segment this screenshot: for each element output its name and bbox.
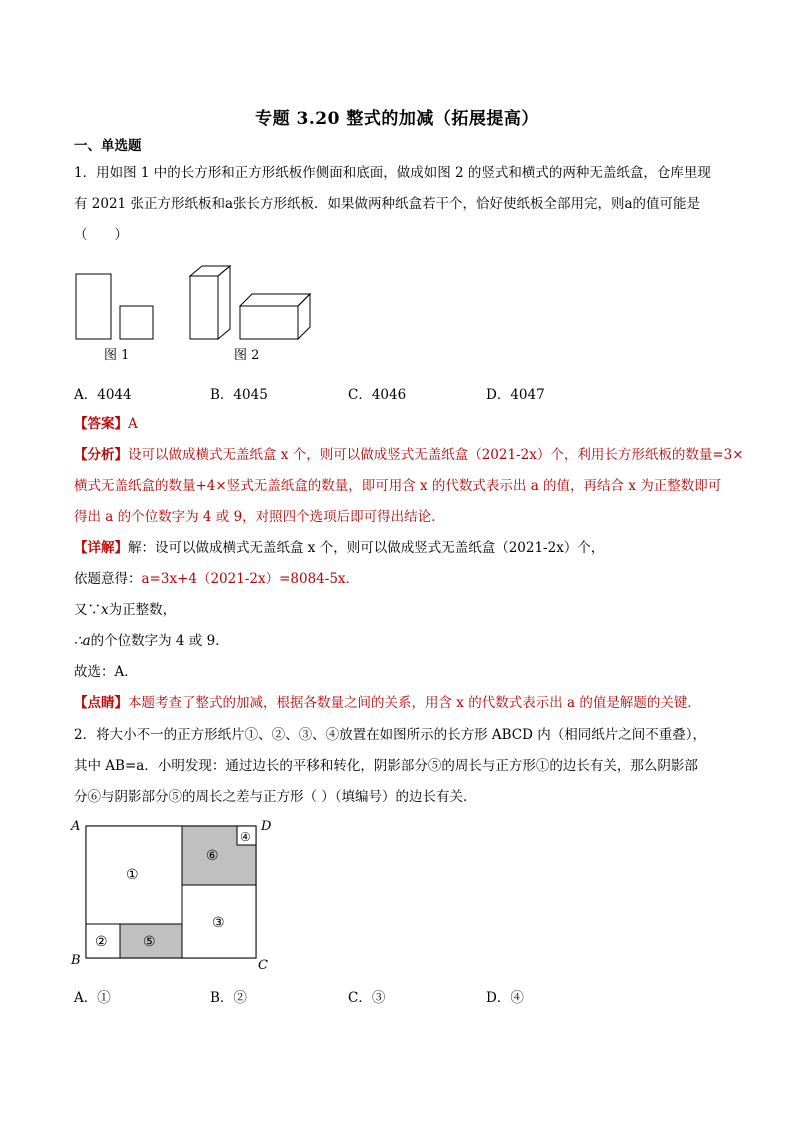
fig2-caption: 图 2 [234, 348, 260, 363]
detail-text-4b: 的个位数字为 4 或 9． [90, 633, 229, 649]
q1-text-line2: 有 2021 张正方形纸板和a张长方形纸板．如果做两种纸盒若干个，恰好使纸板全部用完，则a的值可能是 [74, 196, 701, 212]
q1-detail-line5: 故选：A． [74, 664, 138, 680]
q2-text-line3: 分⑥与阴影部分⑤的周长之差与正方形（ ）（填编号）的边长有关． [74, 789, 477, 805]
page-title: 专题 3.20 整式的加减（拓展提高） [255, 109, 539, 129]
fig2-horizontal-box [240, 294, 310, 339]
detail-text-3c: 为正整数， [108, 602, 177, 618]
label-square-3: ③ [212, 915, 225, 931]
q1-option-a: A．4044 [74, 387, 132, 403]
q2-figure [66, 814, 286, 974]
q1-figure [70, 236, 340, 366]
q1-option-d: D．4047 [486, 387, 545, 403]
q1-point [74, 693, 734, 713]
q1-detail-line4 [74, 631, 734, 651]
detail-equation: a=3x+4（2021-2x）=8084-5x． [141, 571, 360, 587]
detail-var-x: x [101, 602, 109, 618]
fig2-vertical-box [190, 266, 230, 339]
detail-text-1: 解：设可以做成横式无盖纸盒 x 个，则可以做成竖式无盖纸盒（2021-2x）个， [128, 540, 605, 556]
detail-text-2a: 依题意得： [74, 571, 142, 587]
q1-option-b: B．4045 [210, 387, 268, 403]
label-square-2: ② [95, 934, 108, 950]
q2-option-a: A．① [74, 990, 111, 1006]
answer-value: A [128, 416, 138, 432]
section-heading: 一、单选题 [74, 138, 142, 154]
point-text: 本题考查了整式的加减，根据各数量之间的关系，用含 x 的代数式表示出 a 的值是解题的关键． [128, 695, 701, 711]
q2-option-c: C．③ [348, 990, 386, 1006]
q1-answer [74, 414, 734, 434]
analysis-text-1: 设可以做成横式无盖纸盒 x 个，则可以做成竖式无盖纸盒（2021-2x）个，利用长方形纸板的数量=3× [128, 447, 744, 463]
q2-option-b: B．② [210, 990, 247, 1006]
q1-detail-line3 [74, 600, 734, 620]
q1-detail-line1 [74, 538, 734, 558]
q1-analysis-line2: 横式无盖纸盒的数量+4×竖式无盖纸盒的数量，即可用含 x 的代数式表示出 a 的值，再结合 x 为正整数即可 [74, 478, 722, 494]
detail-text-4a: ∴a [74, 633, 91, 649]
fig1-square [120, 306, 153, 339]
q1-option-c: C．4046 [348, 387, 407, 403]
q1-text-line1: 1．用如图 1 中的长方形和正方形纸板作侧面和底面，做成如图 2 的竖式和横式的两种无盖纸盒，仓库里现 [74, 165, 711, 181]
vertex-a: A [71, 819, 81, 834]
detail-text-3a: 又∵ [74, 602, 101, 618]
point-tag: 【点睛】 [74, 695, 128, 711]
q1-analysis-line1 [74, 445, 744, 465]
label-shaded-6: ⑥ [206, 848, 219, 864]
analysis-tag: 【分析】 [74, 447, 128, 463]
q1-analysis-line3: 得出 a 的个位数字为 4 或 9，对照四个选项后即可得出结论． [74, 509, 445, 525]
q2-text-line1: 2．将大小不一的正方形纸片①、②、③、④放置在如图所示的长方形 ABCD 内（相同纸片之间不重叠）， [74, 727, 706, 743]
detail-tag: 【详解】 [74, 540, 128, 556]
q1-text-line3: （ ） [74, 227, 128, 243]
fig1-rectangle [76, 274, 111, 339]
vertex-c: C [258, 958, 268, 973]
q2-option-d: D．④ [486, 990, 524, 1006]
label-square-4: ④ [240, 830, 251, 844]
label-shaded-5: ⑤ [143, 934, 156, 950]
q2-text-line2: 其中 AB=a．小明发现：通过边长的平移和转化，阴影部分⑤的周长与正方形①的边长有关，那么阴影部 [74, 758, 698, 774]
label-square-1: ① [126, 867, 139, 883]
vertex-d: D [261, 819, 272, 834]
q1-detail-line2 [74, 569, 734, 589]
fig1-caption: 图 1 [104, 348, 130, 363]
answer-tag: 【答案】 [74, 416, 128, 432]
vertex-b: B [71, 953, 81, 968]
